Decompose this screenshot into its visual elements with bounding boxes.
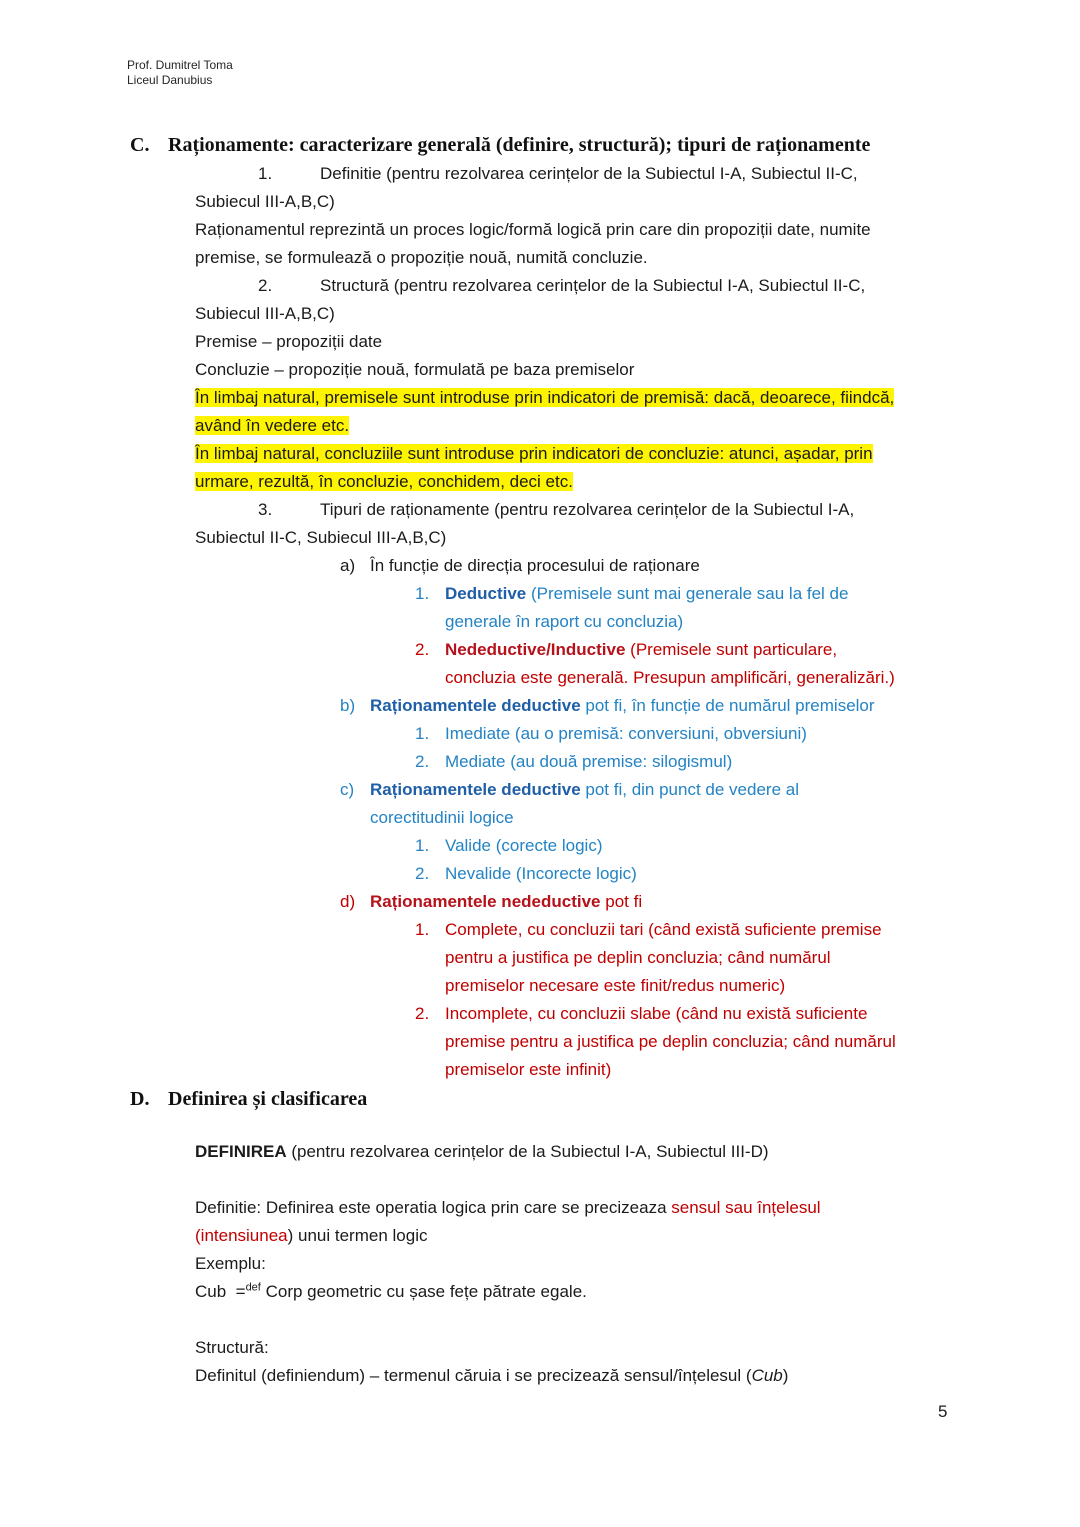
text-segment: (pentru rezolvarea cerințelor de la Subiectul I-A, Subiectul III-D) bbox=[286, 1142, 769, 1161]
text-segment: pot fi, din punct de vedere al bbox=[580, 780, 799, 799]
text-segment: ) bbox=[782, 1366, 789, 1385]
text-segment: În limbaj natural, premisele sunt introduse prin indicatori de premisă: dacă, deoarece, fiindcă, bbox=[195, 388, 895, 407]
list-marker: 1. bbox=[415, 920, 430, 939]
text-line bbox=[0, 160, 1080, 188]
text-segment: def bbox=[245, 1281, 261, 1294]
text-line bbox=[0, 692, 1080, 720]
text-segment: Deductive bbox=[445, 584, 527, 603]
list-marker: 1. bbox=[415, 724, 430, 743]
text-line bbox=[0, 1334, 1080, 1362]
text-line bbox=[0, 216, 1080, 244]
text-line bbox=[0, 440, 1080, 468]
list-marker: 2. bbox=[415, 752, 430, 771]
text-line bbox=[0, 1056, 1080, 1084]
text-segment: Definitie: Definirea este operatia logica prin care se precizeaza bbox=[195, 1198, 672, 1217]
text-segment: Definitul (definiendum) – termenul căruia i se precizează sensul/înțelesul ( bbox=[195, 1366, 752, 1385]
text-line bbox=[0, 468, 1080, 496]
text-line bbox=[0, 552, 1080, 580]
list-marker: c) bbox=[340, 780, 355, 799]
text-segment: premise pentru a justifica pe deplin concluzia; când numărul bbox=[445, 1032, 896, 1051]
text-line bbox=[0, 496, 1080, 524]
text-segment: concluzia este generală. Presupun amplificări, generalizări.) bbox=[445, 668, 895, 687]
text-line bbox=[0, 608, 1080, 636]
text-segment: premise, se formulează o propoziție nouă, numită concluzie. bbox=[195, 248, 648, 267]
text-segment: Cub = bbox=[195, 1282, 246, 1301]
text-segment: Corp geometric cu șase fețe pătrate egale. bbox=[260, 1282, 587, 1301]
text-line bbox=[0, 580, 1080, 608]
text-segment: având în vedere etc. bbox=[195, 416, 350, 435]
text-line bbox=[0, 664, 1080, 692]
list-marker: 1. bbox=[258, 164, 273, 183]
text-segment: Structură (pentru rezolvarea cerințelor de la Subiectul I-A, Subiectul II-C, bbox=[320, 276, 866, 295]
text-segment: Raționamentele deductive bbox=[370, 780, 581, 799]
text-line bbox=[0, 860, 1080, 888]
text-segment: Raționamentul reprezintă un proces logic/formă logică prin care din propoziții date, numite bbox=[195, 220, 871, 239]
text-line bbox=[0, 1000, 1080, 1028]
list-marker: 3. bbox=[258, 500, 273, 519]
list-marker: 2. bbox=[258, 276, 273, 295]
text-segment: Cub bbox=[751, 1366, 783, 1385]
list-marker: 1. bbox=[415, 584, 430, 603]
text-segment: Tipuri de raționamente (pentru rezolvarea cerințelor de la Subiectul I-A, bbox=[320, 500, 855, 519]
list-marker: a) bbox=[340, 556, 356, 575]
text-segment: sensul sau înțelesul bbox=[671, 1198, 821, 1217]
text-line bbox=[0, 1028, 1080, 1056]
text-segment: Exemplu: bbox=[195, 1254, 266, 1273]
text-line bbox=[0, 1194, 1080, 1222]
text-segment: Concluzie – propoziție nouă, formulată pe baza premiselor bbox=[195, 360, 635, 379]
text-line bbox=[0, 244, 1080, 272]
text-segment: pentru a justifica pe deplin concluzia; când numărul bbox=[445, 948, 831, 967]
text-line bbox=[0, 804, 1080, 832]
text-segment: Raționamentele deductive bbox=[370, 696, 581, 715]
text-segment: În funcție de direcția procesului de raționare bbox=[370, 556, 700, 575]
text-segment: Imediate (au o premisă: conversiuni, obversiuni) bbox=[445, 724, 807, 743]
text-line bbox=[0, 1250, 1080, 1278]
text-segment: corectitudinii logice bbox=[370, 808, 514, 827]
list-marker: 1. bbox=[415, 836, 430, 855]
text-line bbox=[0, 1138, 1080, 1166]
text-segment: Definirea și clasificarea bbox=[168, 1088, 368, 1110]
text-segment: Incomplete, cu concluzii slabe (când nu există suficiente bbox=[445, 1004, 868, 1023]
text-segment: generale în raport cu concluzia) bbox=[445, 612, 684, 631]
text-segment: Subiecul III-A,B,C) bbox=[195, 192, 335, 211]
text-segment: Complete, cu concluzii tari (când există suficiente premise bbox=[445, 920, 882, 939]
text-line bbox=[0, 944, 1080, 972]
page-header bbox=[127, 58, 233, 88]
text-line bbox=[0, 188, 1080, 216]
text-line bbox=[0, 1362, 1080, 1390]
list-marker: D. bbox=[130, 1088, 150, 1110]
list-marker: 2. bbox=[415, 1004, 430, 1023]
text-line bbox=[0, 636, 1080, 664]
text-line bbox=[0, 748, 1080, 776]
text-line bbox=[0, 272, 1080, 300]
text-segment: Mediate (au două premise: silogismul) bbox=[445, 752, 733, 771]
page-number: 5 bbox=[938, 1402, 948, 1421]
text-segment: (Premisele sunt mai generale sau la fel de bbox=[526, 584, 849, 603]
text-segment: pot fi, în funcție de numărul premiselor bbox=[580, 696, 875, 715]
text-segment: (intensiunea bbox=[195, 1226, 288, 1245]
text-line bbox=[0, 776, 1080, 804]
text-segment: Raționamentele nedeductive bbox=[370, 892, 601, 911]
text-segment: (Premisele sunt particulare, bbox=[625, 640, 838, 659]
list-marker: 2. bbox=[415, 640, 430, 659]
text-segment: premiselor necesare este finit/redus numeric) bbox=[445, 976, 786, 995]
text-line bbox=[0, 1222, 1080, 1250]
text-segment: DEFINIREA bbox=[195, 1142, 287, 1161]
section-heading bbox=[0, 1084, 1080, 1114]
text-segment: Structură: bbox=[195, 1338, 269, 1357]
text-line bbox=[0, 888, 1080, 916]
text-line bbox=[0, 1278, 1080, 1306]
header-author: Prof. Dumitrel Toma bbox=[127, 58, 233, 72]
text-segment: Raționamente: caracterizare generală (definire, structură); tipuri de raționamente bbox=[168, 134, 871, 156]
list-marker: d) bbox=[340, 892, 356, 911]
text-segment: premiselor este infinit) bbox=[445, 1060, 612, 1079]
text-line bbox=[0, 328, 1080, 356]
text-segment: urmare, rezultă, în concluzie, conchidem, deci etc. bbox=[195, 472, 573, 491]
text-segment: Premise – propoziții date bbox=[195, 332, 383, 351]
text-segment: Valide (corecte logic) bbox=[445, 836, 603, 855]
text-line bbox=[0, 832, 1080, 860]
document-content bbox=[0, 130, 1080, 1390]
list-marker: 2. bbox=[415, 864, 430, 883]
text-line bbox=[0, 720, 1080, 748]
text-line bbox=[0, 300, 1080, 328]
text-segment: Nevalide (Incorecte logic) bbox=[445, 864, 637, 883]
text-segment: pot fi bbox=[600, 892, 643, 911]
text-line bbox=[0, 384, 1080, 412]
section-heading bbox=[0, 130, 1080, 160]
text-line bbox=[0, 972, 1080, 1000]
text-segment: ) unui termen logic bbox=[287, 1226, 428, 1245]
text-line bbox=[0, 356, 1080, 384]
text-segment: Subiectul II-C, Subiecul III-A,B,C) bbox=[195, 528, 447, 547]
list-marker: C. bbox=[130, 134, 150, 156]
text-line bbox=[0, 916, 1080, 944]
list-marker: b) bbox=[340, 696, 356, 715]
text-segment: Subiecul III-A,B,C) bbox=[195, 304, 335, 323]
text-segment: Definitie (pentru rezolvarea cerințelor de la Subiectul I-A, Subiectul II-C, bbox=[320, 164, 858, 183]
text-segment: În limbaj natural, concluziile sunt introduse prin indicatori de concluzie: atunci, așadar, prin bbox=[195, 444, 873, 463]
header-school: Liceul Danubius bbox=[127, 73, 213, 87]
text-segment: Nedeductive/Inductive bbox=[445, 640, 626, 659]
text-line bbox=[0, 524, 1080, 552]
text-line bbox=[0, 412, 1080, 440]
